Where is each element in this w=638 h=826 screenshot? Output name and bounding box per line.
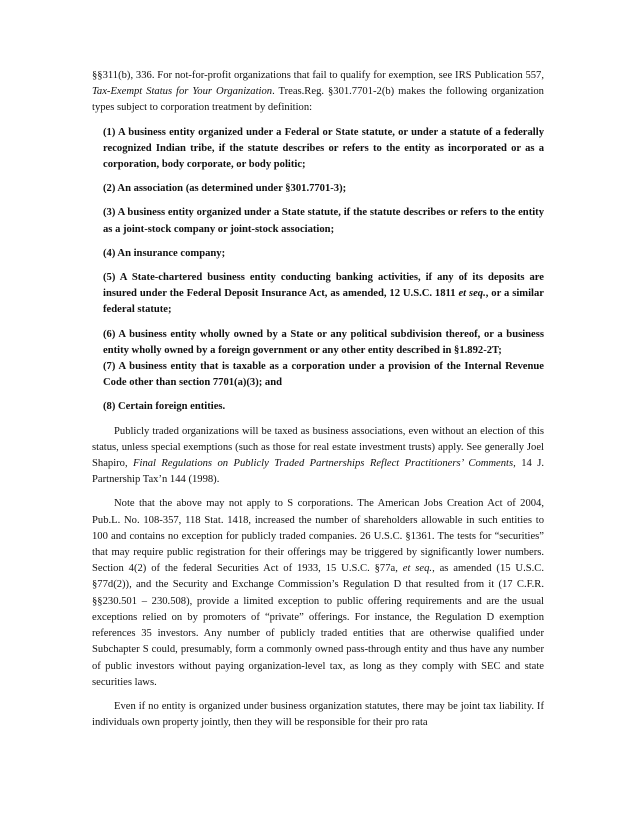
paragraph-text: 14 J. Partnership Tax’n 144 (1998). xyxy=(92,458,544,486)
publicly-traded-paragraph xyxy=(92,424,544,489)
definition-text: (4) An insurance company; xyxy=(103,247,226,259)
definition-item-7 xyxy=(103,359,544,391)
document-page xyxy=(92,68,544,731)
s-corporation-paragraph xyxy=(92,496,544,690)
paragraph-italic: et seq. xyxy=(402,563,433,575)
definition-list xyxy=(103,125,544,416)
article-title: Final Regulations on Publicly Traded Partnerships Reflect Practitioners’ Comments, xyxy=(133,458,516,470)
intro-text-2: . Treas.Reg. §301.7701-2(b) makes the following organization types subject to corporation treatment by definition: xyxy=(92,86,544,114)
paragraph-text: Publicly traded organizations will be taxed as business associations, even without an election of this status, unless special exemptions (such as those for real estate investment trusts) apply. See generally Joel Shapiro, xyxy=(92,425,544,470)
definition-italic: et seq. xyxy=(458,288,486,300)
paragraph-text: , as amended (15 U.S.C. §77d(2)), and the Security and Exchange Commission’s Regulation D that resulted from it (17 C.F.R. §§230.501 – 230.508), provide a limited exception to public offering requirements and are the usual exceptions relied on by promoters of “private” offerings. For instance, the Regulation D exemption references 35 investors. Any number of publicly traded entities that are otherwise qualified under Subchapter S could, presumably, form a commonly owned pass-through entity and thus have any number of public investors without paying organization-level tax, as long as they comply with SEC and state securities laws. xyxy=(92,563,544,688)
definition-text: (8) Certain foreign entities. xyxy=(103,401,226,413)
paragraph-text: Even if no entity is organized under business organization statutes, there may be joint tax liability. If individuals own property jointly, then they will be responsible for their pro rata xyxy=(92,700,544,729)
definition-item-4 xyxy=(103,246,544,262)
definition-text: (2) An association (as determined under §301.7701-3); xyxy=(103,183,347,195)
joint-liability-paragraph xyxy=(92,699,544,731)
definition-item-8 xyxy=(103,399,544,415)
paragraph-text: Note that the above may not apply to S corporations. The American Jobs Creation Act of 2004, Pub.L. No. 108-357, 118 Stat. 1418, increased the number of shareholders allowable in such entities to 100 and contains no exception for publicly traded companies. 26 U.S.C. §1361. The tests for “securities” that may require public registration for their offerings may be triggered by significantly lower numbers. Section 4(2) of the federal Securities Act of 1933, 15 U.S.C. §77a, xyxy=(92,498,544,575)
definition-item-3 xyxy=(103,205,544,237)
definition-item-6 xyxy=(103,327,544,359)
intro-paragraph xyxy=(92,68,544,117)
definition-item-2 xyxy=(103,181,544,197)
definition-text: (1) A business entity organized under a Federal or State statute, or under a statute of a federally recognized Indian tribe, if the statute describes or refers to the entity as incorporated or as a corporation, body corporate, or body politic; xyxy=(103,126,544,171)
publication-title: Tax-Exempt Status for Your Organization xyxy=(92,86,273,98)
definition-text: (5) A State-chartered business entity conducting banking activities, if any of its deposits are insured under the Federal Deposit Insurance Act, as amended, 12 U.S.C. 1811 xyxy=(103,272,544,300)
definition-item-1 xyxy=(103,125,544,174)
definition-text: (3) A business entity organized under a State statute, if the statute describes or refers to the entity as a joint-stock company or joint-stock association; xyxy=(103,207,544,235)
intro-text-1: §§311(b), 336. For not-for-profit organizations that fail to qualify for exemption, see IRS Publication 557, xyxy=(92,70,544,81)
definition-item-5 xyxy=(103,270,544,319)
definition-text: , or a similar federal statute; xyxy=(103,288,544,316)
definition-text: (6) A business entity wholly owned by a State or any political subdivision thereof, or a business entity wholly owned by a foreign government or any other entity described in §1.892-2T; xyxy=(103,328,544,356)
definition-text: (7) A business entity that is taxable as a corporation under a provision of the Internal Revenue Code other than section 7701(a)(3); and xyxy=(103,361,544,389)
